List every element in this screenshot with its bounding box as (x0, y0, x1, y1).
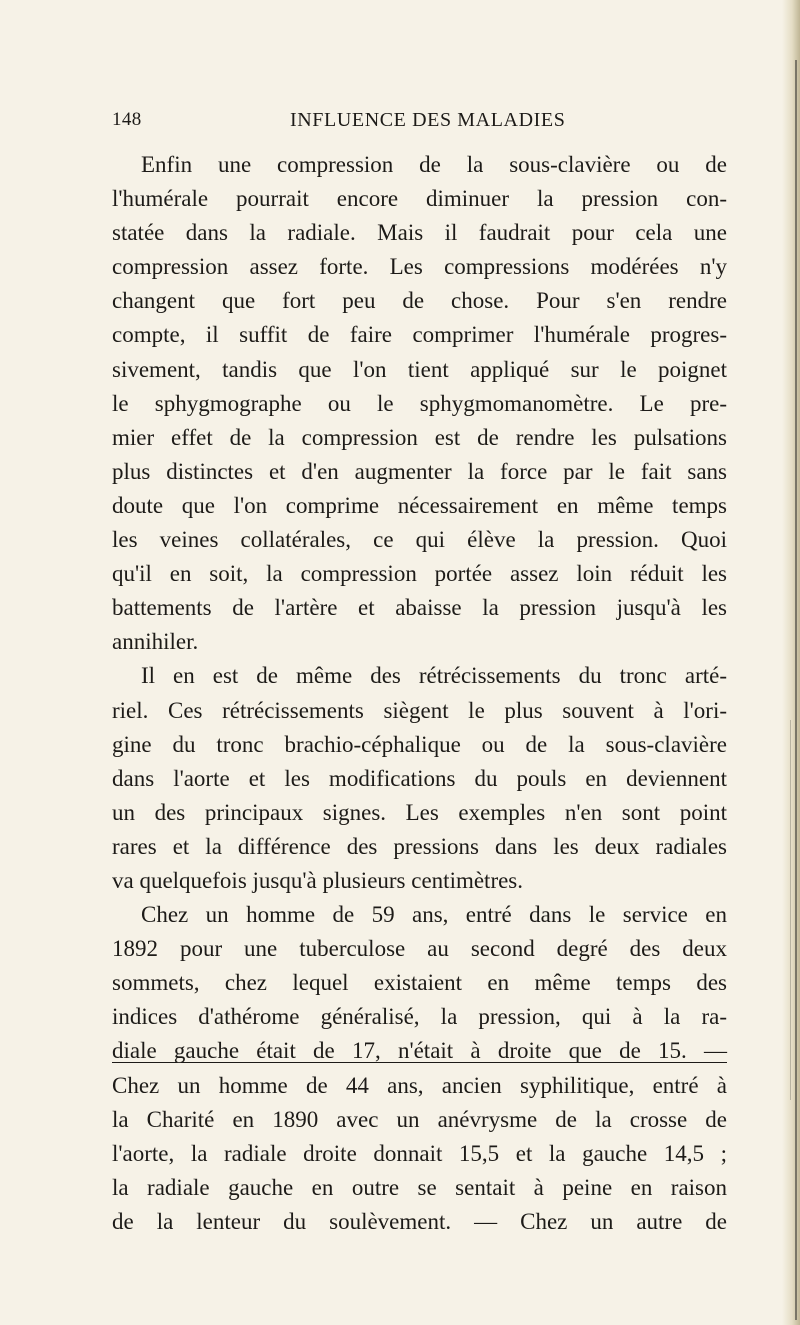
page-edge-line (795, 60, 797, 1320)
text-line: plus distinctes et d'en augmenter la force par le fait sans (112, 458, 727, 484)
text-line: l'humérale pourrait encore diminuer la pression con- (112, 186, 727, 212)
running-title: INFLUENCE DES MALADIES (290, 109, 566, 131)
text-line: dans l'aorte et les modifications du pouls en deviennent (112, 765, 727, 791)
text-line: doute que l'on comprime nécessairement en même temps (112, 492, 727, 518)
text-line: sommets, chez lequel existaient en même temps des (112, 970, 727, 996)
text-line: mier effet de la compression est de rendre les pulsations (112, 424, 727, 450)
text-line-underlined: diale gauche était de 17, n'était à droite que de 15. — (112, 1038, 727, 1064)
text-line: indices d'athérome généralisé, la pression, qui à la ra- (112, 1004, 727, 1030)
text-line: les veines collatérales, ce qui élève la pression. Quoi (112, 527, 727, 553)
text-line: compression assez forte. Les compressions modérées n'y (112, 254, 727, 280)
text-line: Il en est de même des rétrécissements du tronc arté- (141, 663, 727, 689)
text-line: annihiler. (112, 629, 199, 655)
text-line: Chez un homme de 59 ans, entré dans le service en (141, 902, 727, 928)
text-line: riel. Ces rétrécissements siègent le plus souvent à l'ori- (112, 697, 727, 723)
text-line: battements de l'artère et abaisse la pression jusqu'à les (112, 595, 727, 621)
text-line: statée dans la radiale. Mais il faudrait pour cela une (112, 220, 727, 246)
text-line: sivement, tandis que l'on tient appliqué sur le poignet (112, 356, 727, 382)
page-header (112, 103, 727, 137)
text-line: compte, il suffit de faire comprimer l'humérale progres- (112, 322, 727, 348)
page-number: 148 (112, 109, 142, 130)
text-line: rares et la différence des pressions dans les deux radiales (112, 833, 727, 859)
text-line: gine du tronc brachio-céphalique ou de la sous-clavière (112, 731, 727, 757)
text-line: la radiale gauche en outre se sentait à peine en raison (112, 1174, 727, 1200)
text-line: le sphygmographe ou le sphygmomanomètre. Le pre- (112, 390, 727, 416)
text-line: la Charité en 1890 avec un anévrysme de la crosse de (112, 1106, 727, 1132)
text-line: un des principaux signes. Les exemples n'en sont point (112, 799, 727, 825)
page-edge-line-secondary (790, 720, 791, 1100)
text-line: qu'il en soit, la compression portée assez loin réduit les (112, 561, 727, 587)
text-line: changent que fort peu de chose. Pour s'en rendre (112, 288, 727, 314)
text-line: va quelquefois jusqu'à plusieurs centimètres. (112, 867, 524, 893)
text-line: de la lenteur du soulèvement. — Chez un autre de (112, 1208, 727, 1234)
text-line: Enfin une compression de la sous-clavière ou de (141, 152, 727, 177)
text-line: 1892 pour une tuberculose au second degré des deux (112, 936, 727, 962)
page-edge-shadow (782, 0, 800, 1325)
text-line: l'aorte, la radiale droite donnait 15,5 et la gauche 14,5 ; (112, 1140, 727, 1166)
body-text (112, 148, 727, 1239)
text-line: Chez un homme de 44 ans, ancien syphilitique, entré à (112, 1072, 727, 1098)
